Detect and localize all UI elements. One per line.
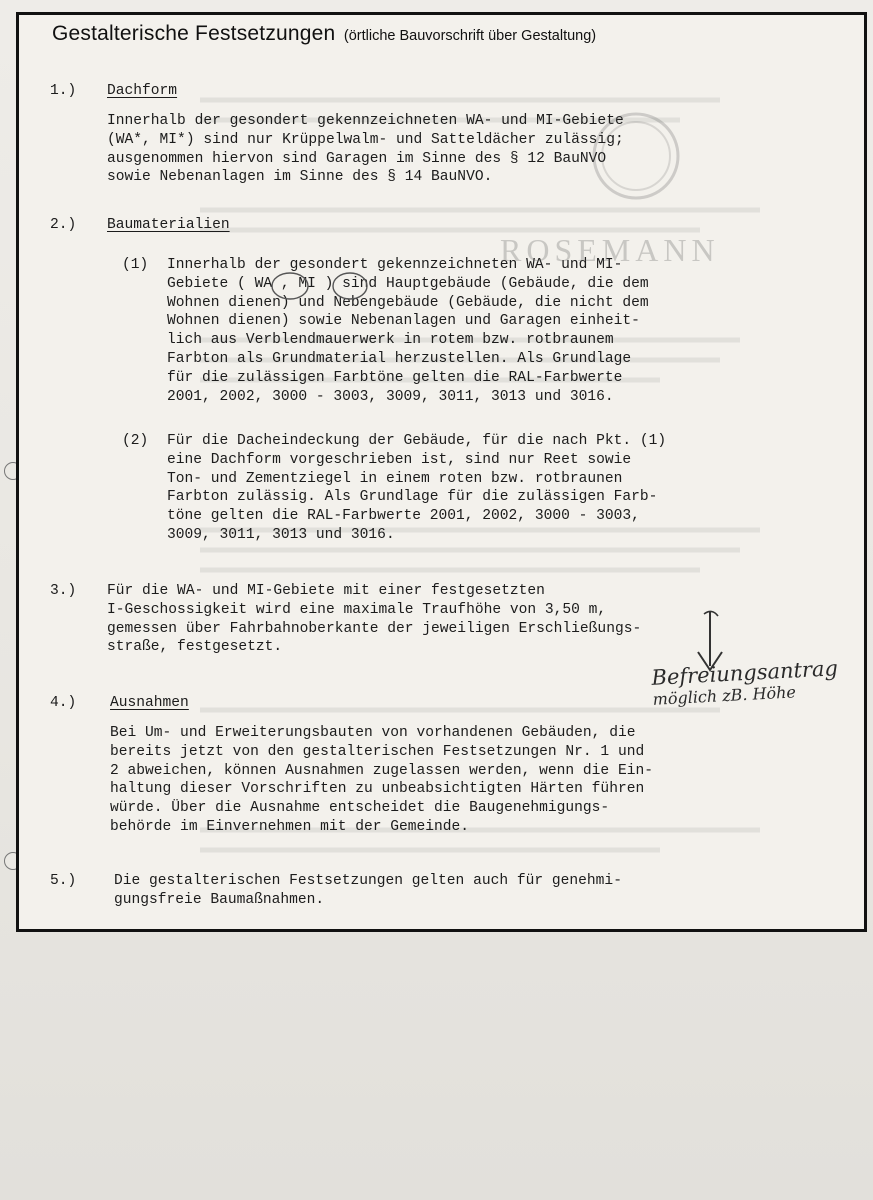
annotation-line-1: Befreiungsantrag xyxy=(650,656,839,690)
section-number: 1.) xyxy=(50,83,77,99)
watermark-seal-icon xyxy=(590,110,682,202)
circle-mark-mi xyxy=(330,271,370,301)
section-heading: Baumaterialien xyxy=(107,217,230,233)
section-number: 5.) xyxy=(50,873,77,889)
document-header xyxy=(52,22,596,46)
section-heading: Ausnahmen xyxy=(110,695,189,711)
item-text: Für die Dacheindeckung der Gebäude, für die nach Pkt. (1) eine Dachform vorgeschrieben ist, sind nur Reet sowie Ton- und Zementziegel in einem roten bzw. rotbraunen Farbton zulässig. Als Grundlage für die zulässigen Farb- töne gelten die RAL-Farbwerte 2001, 2002, 3000 - 3003, 3009, 3011, 3013 und 3016. xyxy=(167,433,667,543)
item-number: (2) xyxy=(122,433,149,449)
item-number: (1) xyxy=(122,257,149,273)
item-text: Innerhalb der gesondert gekennzeichneten WA- und MI- Gebiete ( WA , MI ) sind Hauptgebäude (Gebäude, die dem Wohnen dienen) und Nebengebäude (Gebäude, die nicht dem Wohnen dienen) sowie Nebenanlagen und Garagen einheit- lich aus Verblendmauerwerk in rotem bzw. rotbraunem Farbton als Grundmaterial herzustellen. Als Grundlage für die zulässigen Farbtöne gelten die RAL-Farbwerte 2001, 2002, 3000 - 3003, 3009, 3011, 3013 und 3016. xyxy=(167,257,649,405)
watermark-text: ROSEMANN xyxy=(500,232,720,268)
document-title: Gestalterische Festsetzungen xyxy=(52,22,336,45)
section-heading: Dachform xyxy=(107,83,178,99)
section-text: Innerhalb der gesondert gekennzeichneten WA- und MI-Gebiete (WA*, MI*) sind nur Krüppelwalm- und Satteldächer zulässig; ausgenommen hiervon sind Garagen im Sinne des § 12 BauNVO sowie Nebenanlagen im Sinne des § 14 BauNVO. xyxy=(107,113,624,186)
section-text: Die gestalterischen Festsetzungen gelten auch für genehmi- gungsfreie Baumaßnahmen. xyxy=(114,873,622,908)
annotation-line-2: möglich zB. Höhe xyxy=(652,682,797,709)
circle-mark-wa xyxy=(270,271,310,301)
section-text: Für die WA- und MI-Gebiete mit einer festgesetzten I-Geschossigkeit wird eine maximale Traufhöhe von 3,50 m, gemessen über Fahrbahnoberkante der jeweiligen Erschließungs- straße, festgesetzt. xyxy=(107,583,642,656)
section-text: Bei Um- und Erweiterungsbauten von vorhandenen Gebäuden, die bereits jetzt von den gestalterischen Festsetzungen Nr. 1 und 2 abweichen, können Ausnahmen zugelassen werden, wenn die Ein- haltung dieser Vorschriften zu unbeabsichtigten Härten führen würde. Über die Ausnahme entscheidet die Baugenehmigungs- behörde im Einvernehmen mit der Gemeinde. xyxy=(110,725,653,835)
section-number: 2.) xyxy=(50,217,77,233)
document-subtitle: (örtliche Bauvorschrift über Gestaltung) xyxy=(343,28,597,44)
section-number: 4.) xyxy=(50,695,77,711)
section-number: 3.) xyxy=(50,583,77,599)
